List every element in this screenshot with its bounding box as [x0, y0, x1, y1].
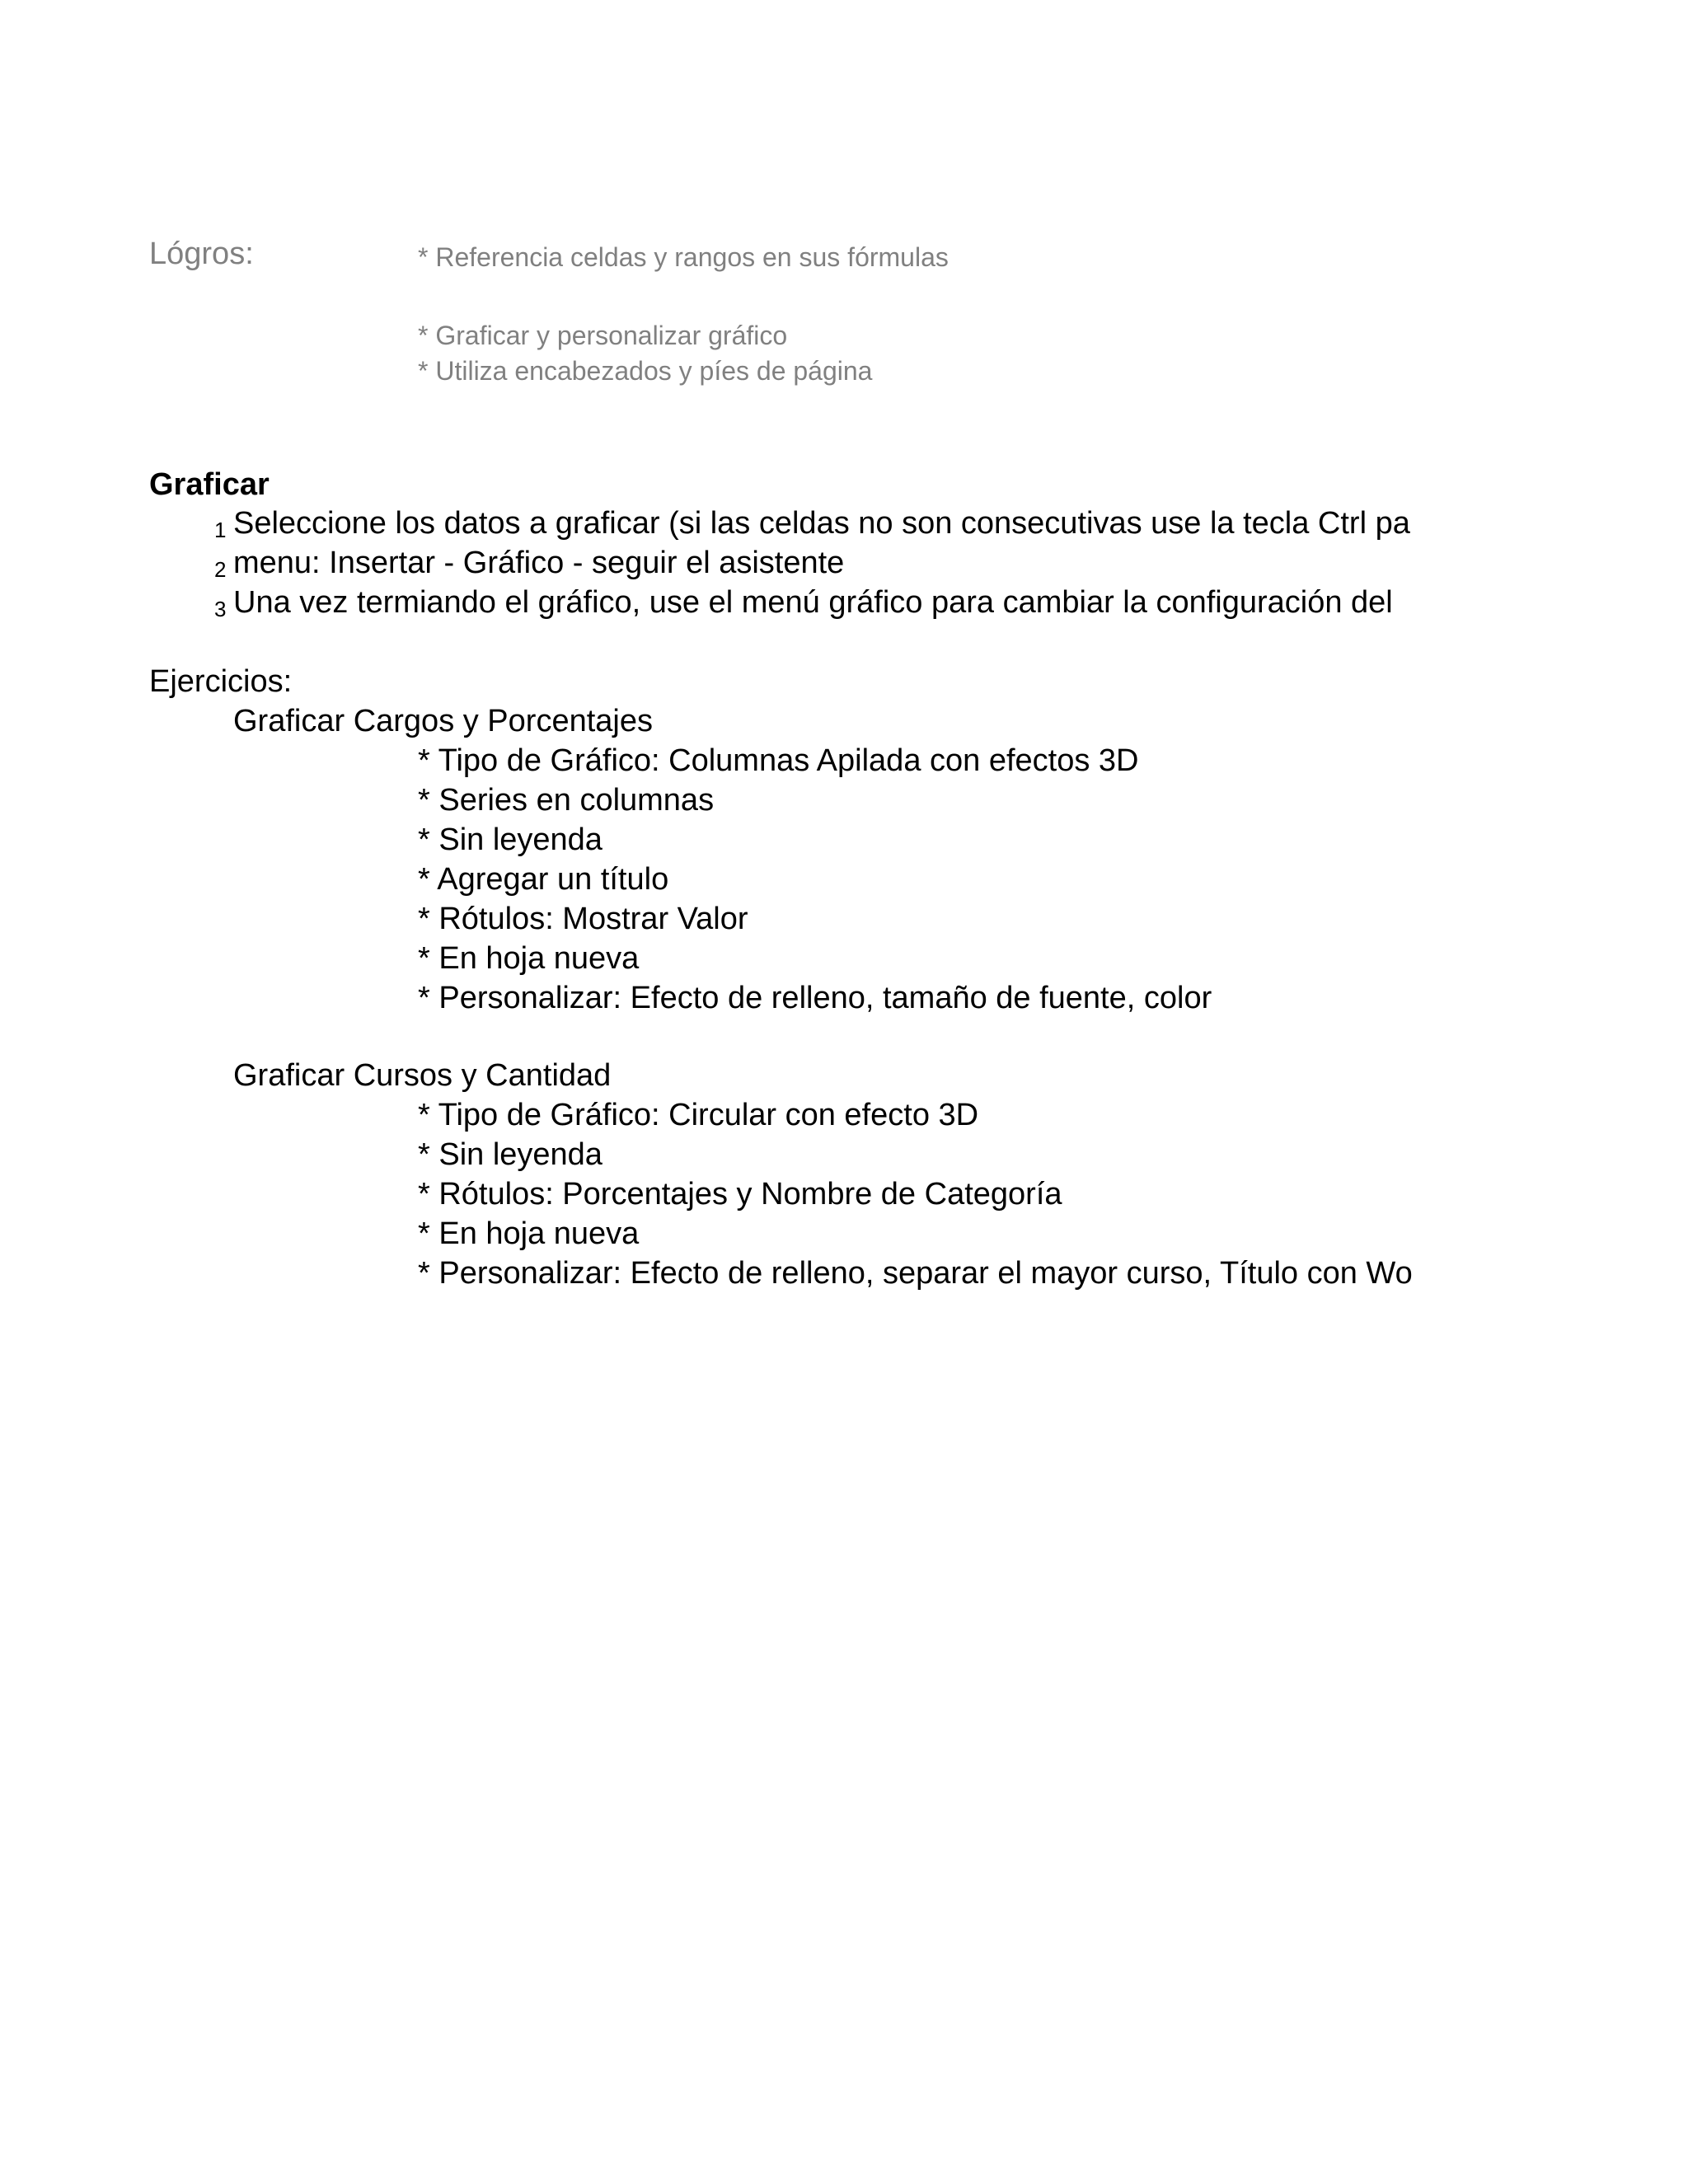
- step-number-3: 3: [214, 597, 227, 621]
- exercise-2-item-4: * En hoja nueva: [418, 1216, 640, 1251]
- exercise-2-item-1: * Tipo de Gráfico: Circular con efecto 3D: [418, 1098, 979, 1132]
- step-number-1: 1: [214, 518, 227, 542]
- step-text-1: Seleccione los datos a graficar (si las celdas no son consecutivas use la tecla Ctrl pa: [233, 506, 1410, 541]
- exercise-1-item-2: * Series en columnas: [418, 783, 715, 818]
- exercise-1-item-5: * Rótulos: Mostrar Valor: [418, 902, 748, 936]
- exercise-2-item-5: * Personalizar: Efecto de relleno, separar el mayor curso, Título con Wo: [418, 1256, 1413, 1291]
- logro-item-1: * Referencia celdas y rangos en sus fórmulas: [418, 242, 949, 272]
- logro-item-2: * Graficar y personalizar gráfico: [418, 321, 788, 350]
- exercise-1-title: Graficar Cargos y Porcentajes: [233, 704, 653, 738]
- graficar-title: Graficar: [149, 467, 270, 502]
- step-text-3: Una vez termiando el gráfico, use el menú gráfico para cambiar la configuración del: [233, 585, 1393, 620]
- exercise-1-item-7: * Personalizar: Efecto de relleno, tamaño de fuente, color: [418, 981, 1212, 1015]
- exercise-2-title: Graficar Cursos y Cantidad: [233, 1058, 612, 1093]
- exercise-1-item-3: * Sin leyenda: [418, 823, 603, 857]
- exercise-2-item-2: * Sin leyenda: [418, 1137, 603, 1172]
- exercise-2-item-3: * Rótulos: Porcentajes y Nombre de Categoría: [418, 1177, 1062, 1212]
- logro-item-3: * Utiliza encabezados y píes de página: [418, 356, 873, 386]
- ejercicios-label: Ejercicios:: [149, 664, 293, 699]
- exercise-1-item-1: * Tipo de Gráfico: Columnas Apilada con efectos 3D: [418, 743, 1139, 778]
- logros-label: Lógros:: [149, 237, 254, 271]
- exercise-1-item-6: * En hoja nueva: [418, 941, 640, 976]
- step-text-2: menu: Insertar - Gráfico - seguir el asistente: [233, 546, 845, 580]
- step-number-2: 2: [214, 557, 227, 582]
- exercise-1-item-4: * Agregar un título: [418, 862, 669, 897]
